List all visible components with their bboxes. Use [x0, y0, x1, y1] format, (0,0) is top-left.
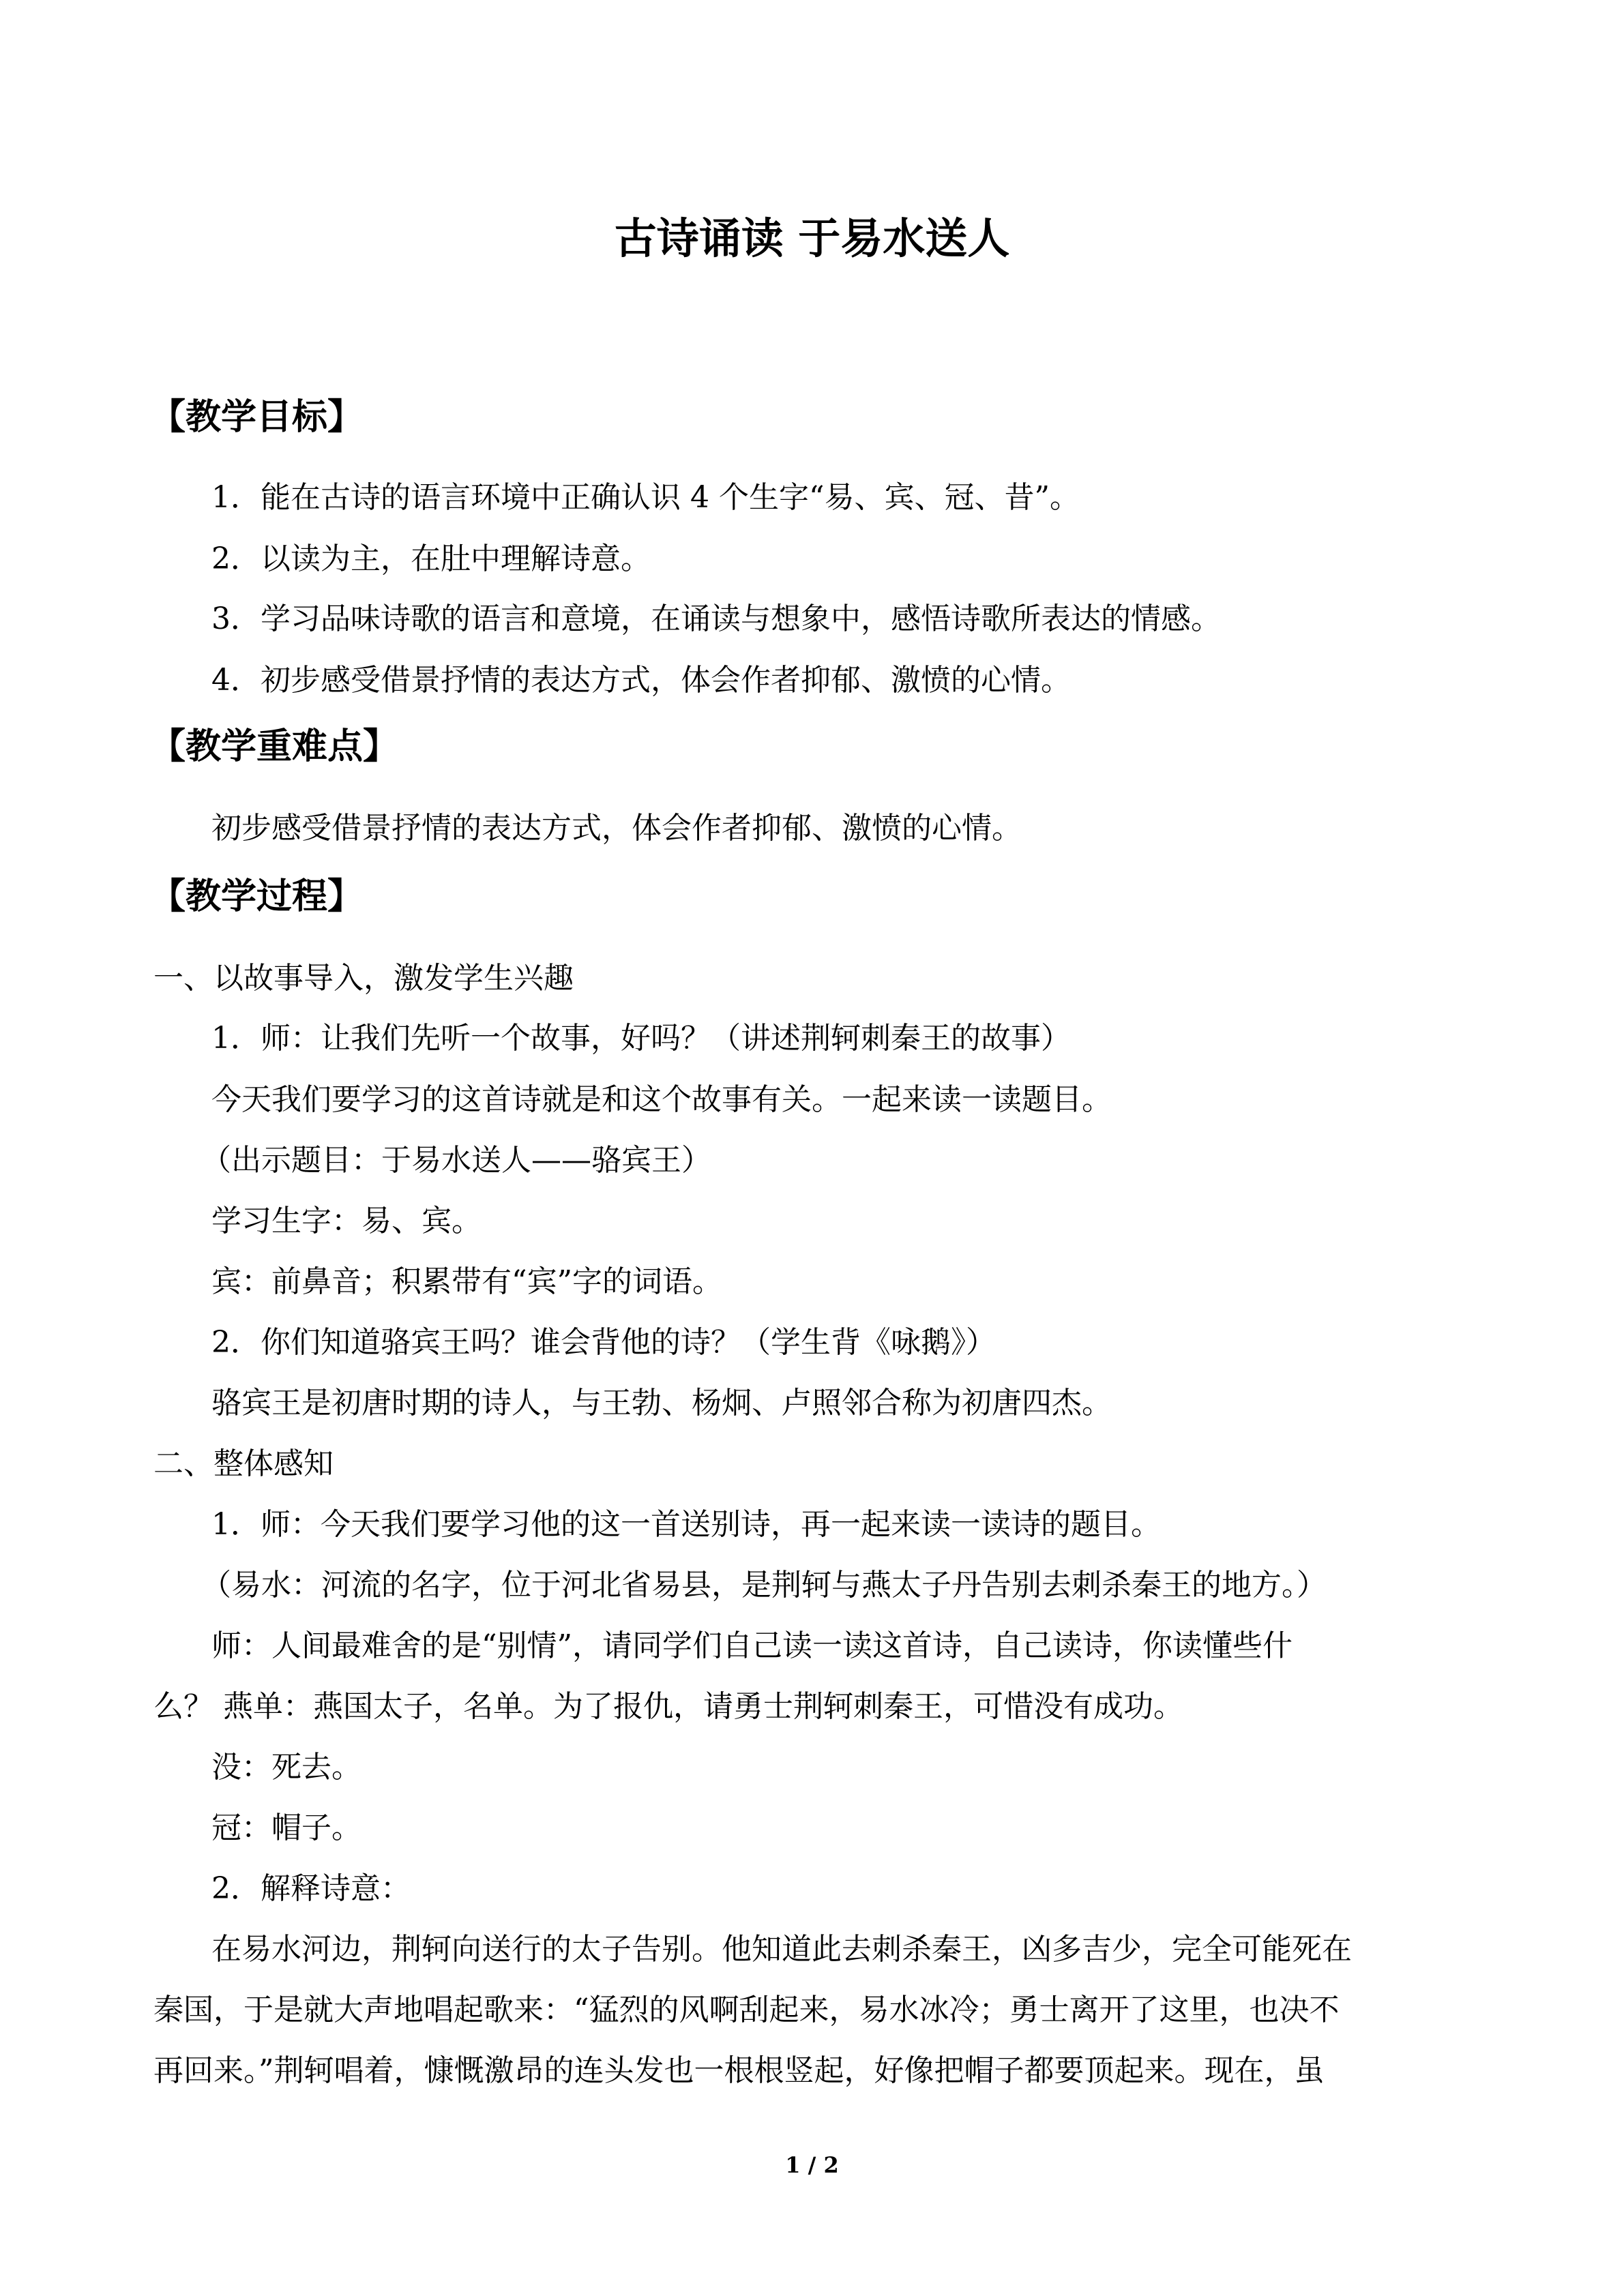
paragraph-line: 在易水河边，荆轲向送行的太子告别。他知道此去刺杀秦王，凶多吉少，完全可能死在	[211, 1932, 1352, 1967]
paragraph-line: 秦国，于是就大声地唱起歌来：“猛烈的风啊刮起来，易水冰冷；勇士离开了这里，也决不	[153, 1993, 1340, 2027]
goal-item: 4．初步感受借景抒情的表达方式，体会作者抑郁、激愤的心情。	[211, 663, 1071, 698]
paragraph-line: 1．师：让我们先听一个故事，好吗？（讲述荆轲刺秦王的故事）	[211, 1021, 1071, 1056]
page-title: 古诗诵读 于易水送人	[614, 213, 1010, 263]
page-number: 1 / 2	[785, 2152, 839, 2178]
paragraph-line: （出示题目：于易水送人——骆宾王）	[201, 1143, 711, 1178]
paragraph-line: 2．解释诗意：	[211, 1871, 411, 1906]
paragraph-line: 么？ 燕单：燕国太子，名单。为了报仇，请勇士荆轲刺秦王，可惜没有成功。	[153, 1689, 1183, 1724]
key-points-text: 初步感受借景抒情的表达方式，体会作者抑郁、激愤的心情。	[211, 811, 1022, 846]
key-points-heading: 【教学重难点】	[150, 726, 399, 767]
paragraph-line: 没：死去。	[211, 1750, 361, 1785]
goals-heading: 【教学目标】	[150, 397, 364, 438]
part1-title: 一、以故事导入，激发学生兴趣	[153, 961, 574, 996]
goal-item: 3．学习品味诗歌的语言和意境，在诵读与想象中，感悟诗歌所表达的情感。	[211, 601, 1221, 636]
paragraph-line: 再回来。”荆轲唱着，慷慨激昂的连头发也一根根竖起，好像把帽子都要顶起来。现在，虽	[153, 2053, 1325, 2088]
paragraph-line: 骆宾王是初唐时期的诗人，与王勃、杨炯、卢照邻合称为初唐四杰。	[211, 1386, 1112, 1420]
paragraph-line: 冠：帽子。	[211, 1810, 361, 1845]
paragraph-line: 2．你们知道骆宾王吗？谁会背他的诗？（学生背《咏鹅》）	[211, 1325, 996, 1360]
goal-item: 2．以读为主，在肚中理解诗意。	[211, 541, 651, 576]
paragraph-line: 宾：前鼻音；积累带有“宾”字的词语。	[211, 1264, 722, 1299]
paragraph-line: 1．师：今天我们要学习他的这一首送别诗，再一起来读一读诗的题目。	[211, 1507, 1161, 1542]
paragraph-line: 师：人间最难舍的是“别情”，请同学们自己读一读这首诗，自己读诗，你读懂些什	[211, 1628, 1293, 1663]
goal-item: 1．能在古诗的语言环境中正确认识 4 个生字“易、宾、冠、昔”。	[211, 480, 1080, 515]
paragraph-line: 今天我们要学习的这首诗就是和这个故事有关。一起来读一读题目。	[211, 1082, 1112, 1117]
paragraph-line: 学习生字：易、宾。	[211, 1204, 482, 1238]
paragraph-line: （易水：河流的名字，位于河北省易县，是荆轲与燕太子丹告别去刺杀秦王的地方。）	[201, 1568, 1327, 1602]
process-heading: 【教学过程】	[150, 876, 364, 917]
part2-title: 二、整体感知	[153, 1446, 334, 1481]
